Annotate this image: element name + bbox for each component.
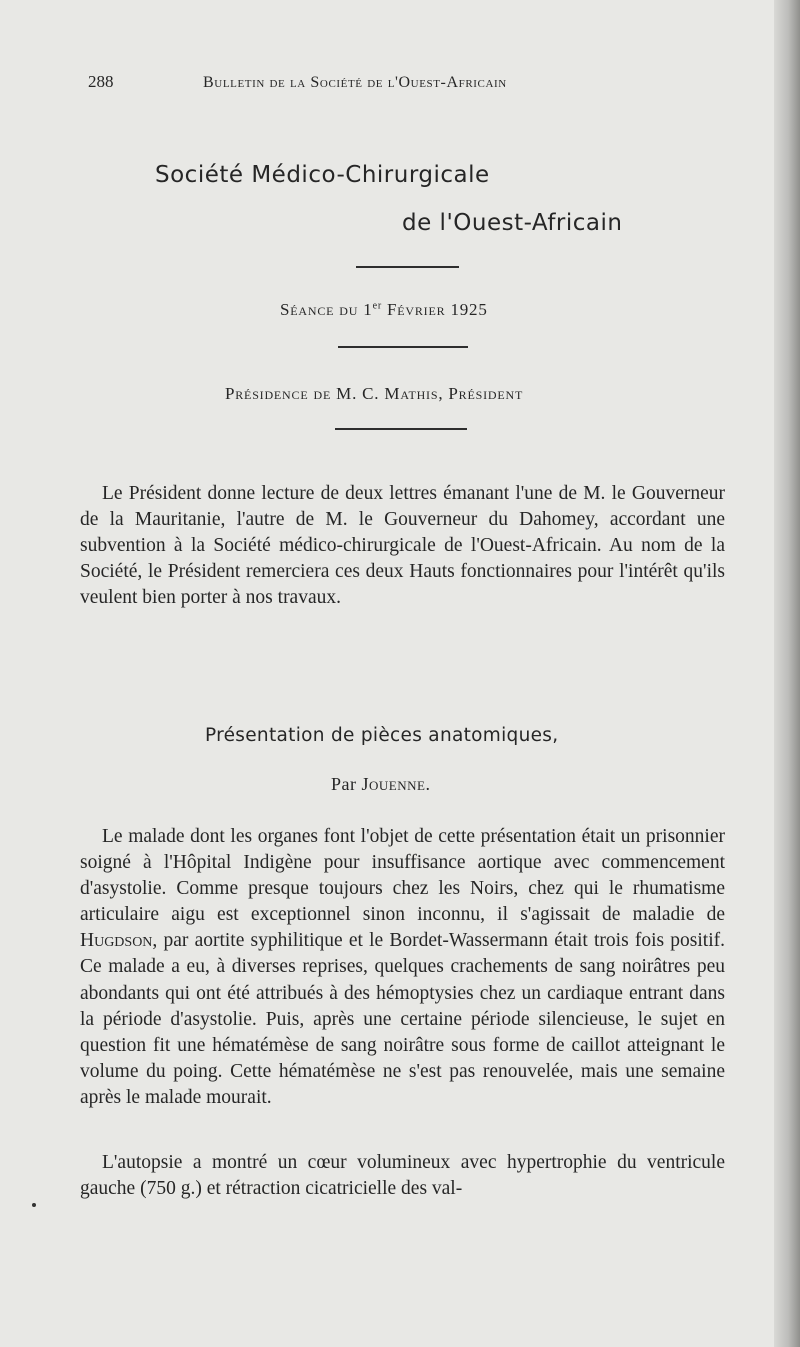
article-paragraph: L'autopsie a montré un cœur volumineux avec hypertrophie du ventricule gauche (750 g.) et rétraction cicatricielle des val- xyxy=(80,1152,725,1200)
byline-prefix: Par xyxy=(331,774,362,794)
ink-speck xyxy=(32,1203,36,1207)
running-header-title: Bulletin de la Société de l'Ouest-Africain xyxy=(203,74,507,91)
session-date xyxy=(280,300,488,320)
running-header xyxy=(88,72,628,96)
disease-eponym: Hugdson xyxy=(80,930,153,952)
page-edge-shadow xyxy=(774,0,800,1347)
session-date-prefix: Séance du 1 xyxy=(280,300,373,319)
divider-rule xyxy=(338,346,468,348)
article-paragraph-text: , par aortite syphilitique et le Bordet-Wassermann était trois fois positif. Ce malade a eu, à diverses reprises, quelques crachements de sang noirâtres peu abondants qui ont été attribués à des hémoptysies chez un cardiaque entrant dans la période d'asystolie. Puis, après une certaine période silencieuse, le sujet en question fit une hématémèse de sang noirâtre sous forme de caillot atteignant le volume du poing. Cette hématémèse ne s'est pas renouvelée, mais une semaine après le malade mourait. xyxy=(80,930,725,1108)
article-author: Jouenne. xyxy=(361,774,431,794)
article-byline xyxy=(331,774,430,795)
session-date-superscript: er xyxy=(372,300,382,312)
page-number: 288 xyxy=(88,72,114,91)
divider-rule xyxy=(356,266,459,268)
presidency-line: Présidence de M. C. Mathis, Président xyxy=(225,384,524,403)
article-paragraph-text: Le malade dont les organes font l'objet de cette présentation était un prisonnier soigné à l'Hôpital Indigène pour insuffisance aortique avec commencement d'asystolie. Comme presque toujours chez les Noirs, chez qui le rhumatisme articulaire aigu est exceptionnel sinon inconnu, il s'agissait de maladie de xyxy=(80,826,725,926)
society-name-line1: Société Médico-Chirurgicale xyxy=(155,162,490,188)
article-title: Présentation de pièces anatomiques, xyxy=(205,725,559,746)
divider-rule xyxy=(335,428,467,430)
announcement-paragraph: Le Président donne lecture de deux lettres émanant l'une de M. le Gouverneur de la Mauritanie, l'autre de M. le Gouverneur du Dahomey, accordant une subvention à la Société médico-chirurgicale de l'Ouest-Africain. Au nom de la Société, le Président remerciera ces deux Hauts fonctionnaires pour l'intérêt qu'ils veulent bien porter à nos travaux. xyxy=(80,483,725,609)
article-paragraph xyxy=(80,824,725,1111)
society-name-line2: de l'Ouest-Africain xyxy=(402,210,623,236)
session-date-suffix: Février 1925 xyxy=(381,300,488,319)
